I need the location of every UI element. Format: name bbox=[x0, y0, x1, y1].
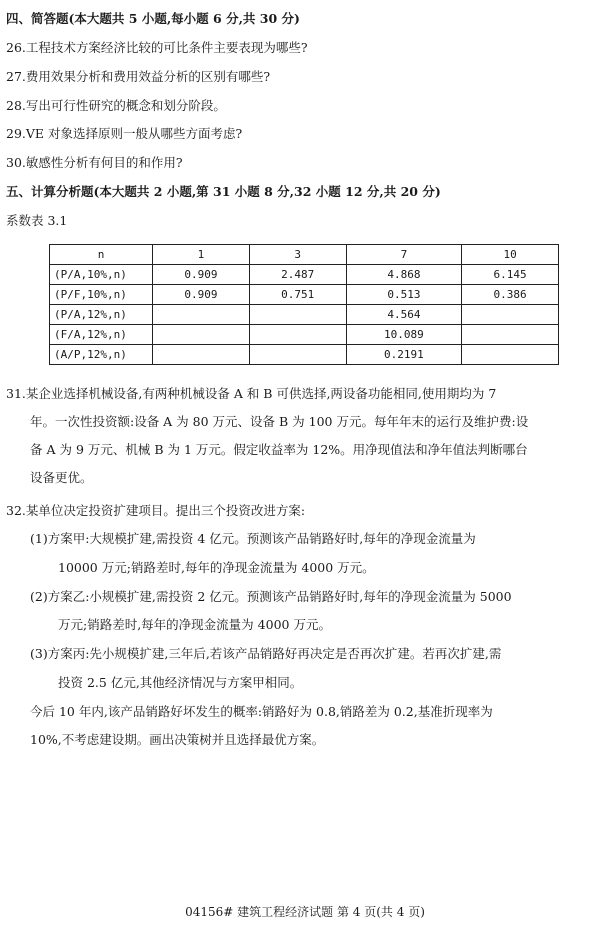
question-32-conclusion: 10%,不考虑建设期。画出决策树并且选择最优方案。 bbox=[30, 732, 325, 747]
table-row bbox=[50, 345, 559, 365]
table-header-row bbox=[50, 245, 559, 265]
header-cell: 3 bbox=[249, 245, 346, 265]
table-cell: 4.868 bbox=[346, 265, 462, 285]
question-31-line: 设备更优。 bbox=[30, 470, 93, 485]
table-cell bbox=[249, 325, 346, 345]
table-cell bbox=[153, 345, 250, 365]
table-cell bbox=[462, 325, 559, 345]
table-cell: 0.909 bbox=[153, 285, 250, 305]
table-caption: 系数表 3.1 bbox=[6, 213, 68, 228]
question-32-option: 投资 2.5 亿元,其他经济情况与方案甲相同。 bbox=[58, 675, 303, 690]
coefficient-table bbox=[49, 244, 559, 365]
row-label: (P/F,10%,n) bbox=[50, 285, 153, 305]
table-cell bbox=[462, 345, 559, 365]
question-28: 28.写出可行性研究的概念和划分阶段。 bbox=[6, 98, 226, 113]
table-cell: 4.564 bbox=[346, 305, 462, 325]
question-32-option: (3)方案丙:先小规模扩建,三年后,若该产品销路好再决定是否再次扩建。若再次扩建,需 bbox=[30, 646, 502, 661]
table-cell bbox=[153, 325, 250, 345]
table-row bbox=[50, 325, 559, 345]
question-29: 29.VE 对象选择原则一般从哪些方面考虑? bbox=[6, 126, 243, 141]
header-cell: 1 bbox=[153, 245, 250, 265]
question-32-option: 10000 万元;销路差时,每年的净现金流量为 4000 万元。 bbox=[58, 560, 375, 575]
row-label: (P/A,12%,n) bbox=[50, 305, 153, 325]
row-label: (P/A,10%,n) bbox=[50, 265, 153, 285]
table-row bbox=[50, 265, 559, 285]
table-cell: 0.513 bbox=[346, 285, 462, 305]
section-4-title: 四、简答题(本大题共 5 小题,每小题 6 分,共 30 分) bbox=[6, 11, 300, 26]
table-cell: 10.089 bbox=[346, 325, 462, 345]
table-cell bbox=[462, 305, 559, 325]
question-32-conclusion: 今后 10 年内,该产品销路好坏发生的概率:销路好为 0.8,销路差为 0.2,基准折现率为 bbox=[30, 704, 493, 719]
header-cell: 10 bbox=[462, 245, 559, 265]
table-cell: 0.751 bbox=[249, 285, 346, 305]
question-30: 30.敏感性分析有何目的和作用? bbox=[6, 155, 183, 170]
question-32-intro: 32.某单位决定投资扩建项目。提出三个投资改进方案: bbox=[6, 503, 306, 518]
question-26: 26.工程技术方案经济比较的可比条件主要表现为哪些? bbox=[6, 40, 308, 55]
table-row bbox=[50, 305, 559, 325]
table-cell bbox=[249, 305, 346, 325]
table-row bbox=[50, 285, 559, 305]
header-cell: n bbox=[50, 245, 153, 265]
table-cell: 6.145 bbox=[462, 265, 559, 285]
table-cell bbox=[249, 345, 346, 365]
question-31-line: 备 A 为 9 万元、机械 B 为 1 万元。假定收益率为 12%。用净现值法和净年值法判断哪台 bbox=[30, 442, 528, 457]
row-label: (A/P,12%,n) bbox=[50, 345, 153, 365]
table-cell: 0.909 bbox=[153, 265, 250, 285]
question-32-option: (1)方案甲:大规模扩建,需投资 4 亿元。预测该产品销路好时,每年的净现金流量为 bbox=[30, 531, 476, 546]
question-32-option: (2)方案乙:小规模扩建,需投资 2 亿元。预测该产品销路好时,每年的净现金流量为 5000 bbox=[30, 589, 512, 604]
question-31-line: 年。一次性投资额:设备 A 为 80 万元、设备 B 为 100 万元。每年年末的运行及维护费:设 bbox=[30, 414, 529, 429]
table-cell: 0.386 bbox=[462, 285, 559, 305]
question-27: 27.费用效果分析和费用效益分析的区别有哪些? bbox=[6, 69, 271, 84]
section-5-title: 五、计算分析题(本大题共 2 小题,第 31 小题 8 分,32 小题 12 分,共 20 分) bbox=[6, 184, 441, 199]
question-32-option: 万元;销路差时,每年的净现金流量为 4000 万元。 bbox=[58, 617, 331, 632]
question-31-line: 31.某企业选择机械设备,有两种机械设备 A 和 B 可供选择,两设备功能相同,使用期均为 7 bbox=[6, 386, 497, 401]
table-cell: 0.2191 bbox=[346, 345, 462, 365]
row-label: (F/A,12%,n) bbox=[50, 325, 153, 345]
table-cell bbox=[153, 305, 250, 325]
header-cell: 7 bbox=[346, 245, 462, 265]
table-cell: 2.487 bbox=[249, 265, 346, 285]
page-footer: 04156# 建筑工程经济试题 第 4 页(共 4 页) bbox=[185, 905, 425, 919]
